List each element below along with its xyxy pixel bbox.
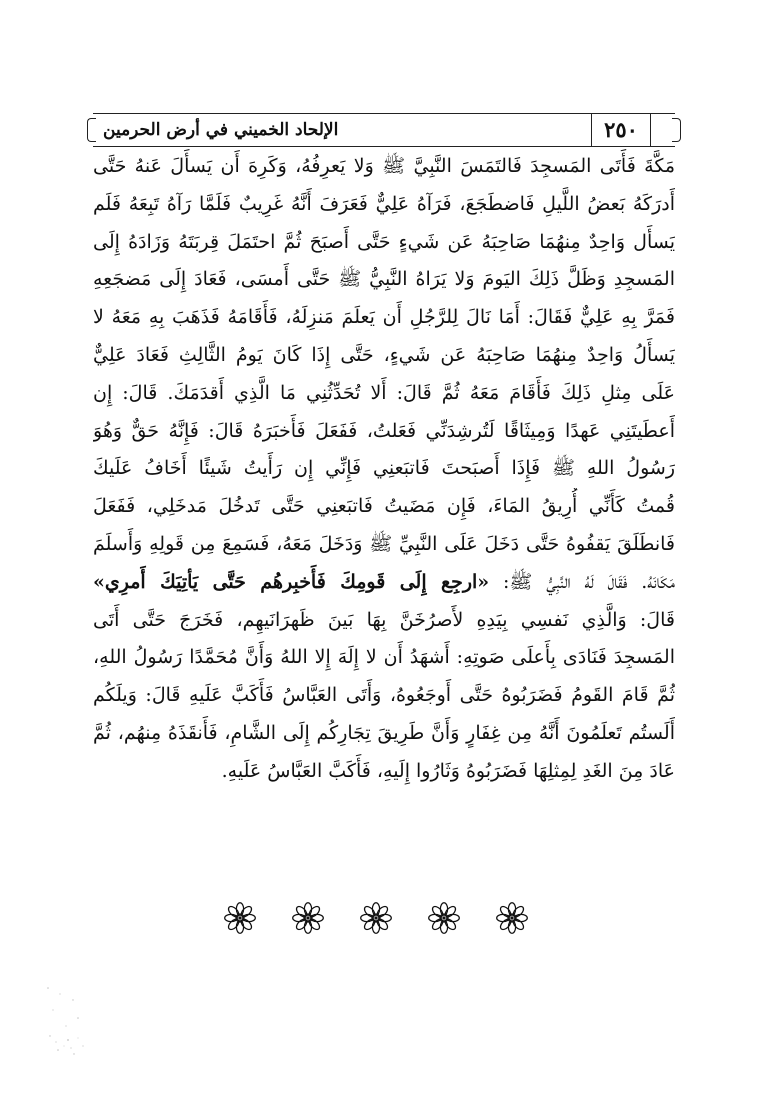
text-line: المَسجِدَ فَنَادَى بِأَعلَى صَوتِهِ: أَشهَدُ أَن لا إِلَهَ إِلا اللهُ وَأَنَّ مُحَمَّدًا رَسُولُ اللهِ،: [93, 646, 675, 669]
text-line-last: عَادَ مِنَ الغَدِ لِمِثلِهَا فَضَرَبُوهُ وَثَارُوا إِلَيهِ، فَأَكَبَّ العَبَّاسُ عَلَيهِ.: [221, 759, 675, 782]
prophet-quote: «ارجِع إِلَى قَومِكَ فَأَخبِرهُم حَتَّى يَأتِيَكَ أَمرِي»: [93, 570, 490, 593]
text-line: أَعطَيتَنِي عَهدًا وَمِيثَاقًا لَتُرشِدَنِّي فَعَلتُ، فَفَعَلَ فَأَخبَرَهُ قَالَ: فَإِنَّهُ حَقٌّ وَهُوَ: [93, 419, 675, 442]
text-line: قُمتُ كَأَنِّي أُرِيقُ المَاءَ، فَإِن مَضَيتُ فَاتبَعنِي حَتَّى تَدخُلَ مَدخَلِي، فَفَعَلَ: [93, 495, 675, 518]
flower-ornament-icon: [358, 900, 394, 936]
text-line: يَسأَل وَاحِدٌ مِنهُمَا صَاحِبَهُ عَن شَيءٍ حَتَّى أَصبَحَ ثُمَّ احتَمَلَ قِربَتَهُ وَزَادَهُ إِلَى: [93, 230, 675, 253]
text-line: مَكَّةَ فَأَتَى المَسجِدَ فَالتَمَسَ النَّبِيَّ ﷺ وَلا يَعرِفُهُ، وَكَرِهَ أَن يَسأَلَ عَنهُ حَتَّى: [93, 155, 675, 177]
text-line: قَالَ: وَالَّذِي نَفسِي بِيَدِهِ لأَصرُخَنَّ بِهَا بَينَ ظَهرَانَيهِم، فَخَرَجَ حَتَّى أَتَى: [93, 608, 675, 631]
text-line: أَدرَكَهُ بَعضُ اللَّيلِ فَاضطَجَعَ، فَرَآهُ عَلِيٌّ فَعَرَفَ أَنَّهُ غَرِيبٌ فَلَمَّا رَآهُ تَبِعَهُ فَلَم: [93, 192, 675, 215]
text-line: رَسُولُ اللهِ ﷺ فَإِذَا أَصبَحتَ فَاتبَعنِي فَإِنِّي إِن رَأَيتُ شَيئًا أَخَافُ عَلَيكَ: [93, 457, 675, 480]
text-line-with-quote: [93, 564, 675, 602]
section-end-ornaments: [222, 898, 530, 938]
page-header: [93, 113, 675, 147]
header-right-cap: [672, 118, 681, 142]
text-line: فَانطَلَقَ يَقفُوهُ حَتَّى دَخَلَ عَلَى النَّبِيِّ ﷺ وَدَخَلَ مَعَهُ، فَسَمِعَ مِن قَولِهِ وَأَسلَمَ: [93, 532, 675, 555]
text-line: أَلَستُم تَعلَمُونَ أَنَّهُ مِن غِفَارٍ وَأَنَّ طَرِيقَ تِجَارِكُم إِلَى الشَّامِ، فَأَنقَذَهُ مِنهُم، ثُمَّ: [93, 721, 675, 744]
text-line: عَلَى مِثلِ ذَلِكَ فَأَقَامَ مَعَهُ ثُمَّ قَالَ: أَلا تُحَدِّثُنِي مَا الَّذِي أَقدَمَكَ. قَالَ: إِن: [93, 381, 675, 404]
flower-ornament-icon: [222, 900, 258, 936]
text-line: المَسجِدِ وَظَلَّ ذَلِكَ اليَومَ وَلا يَرَاهُ النَّبِيُّ ﷺ حَتَّى أَمسَى، فَعَادَ إِلَى مَضجَعِهِ: [93, 268, 675, 291]
body-text: [93, 148, 675, 791]
text-line: فَمَرَّ بِهِ عَلِيٌّ فَقَالَ: أَمَا نَالَ لِلرَّجُلِ أَن يَعلَمَ مَنزِلَهُ، فَأَقَامَهُ فَذَهَبَ بِهِ مَعَهُ لا: [93, 306, 675, 329]
book-title: الإلحاد الخميني في أرض الحرمين: [103, 120, 339, 140]
page-number: ٢٥٠: [591, 114, 651, 146]
flower-ornament-icon: [290, 900, 326, 936]
flower-ornament-icon: [494, 900, 530, 936]
text-line: يَسأَلُ وَاحِدٌ مِنهُمَا صَاحِبَهُ عَن شَيءٍ، حَتَّى إِذَا كَانَ يَومُ الثَّالِثِ فَعَادَ عَلِيٌّ: [93, 343, 675, 366]
flower-ornament-icon: [426, 900, 462, 936]
text-line-segment: مَكَانَهُ. فَقَالَ لَهُ النَّبِيُّ ﷺ:: [503, 570, 675, 593]
scan-noise-decoration: [38, 980, 98, 1060]
header-left-cap: [87, 118, 96, 142]
text-line: ثُمَّ قَامَ القَومُ فَضَرَبُوهُ حَتَّى أَوجَعُوهُ، وَأَتَى العَبَّاسُ فَأَكَبَّ عَلَيهِ قَالَ: وَيلَكُم: [93, 684, 675, 707]
